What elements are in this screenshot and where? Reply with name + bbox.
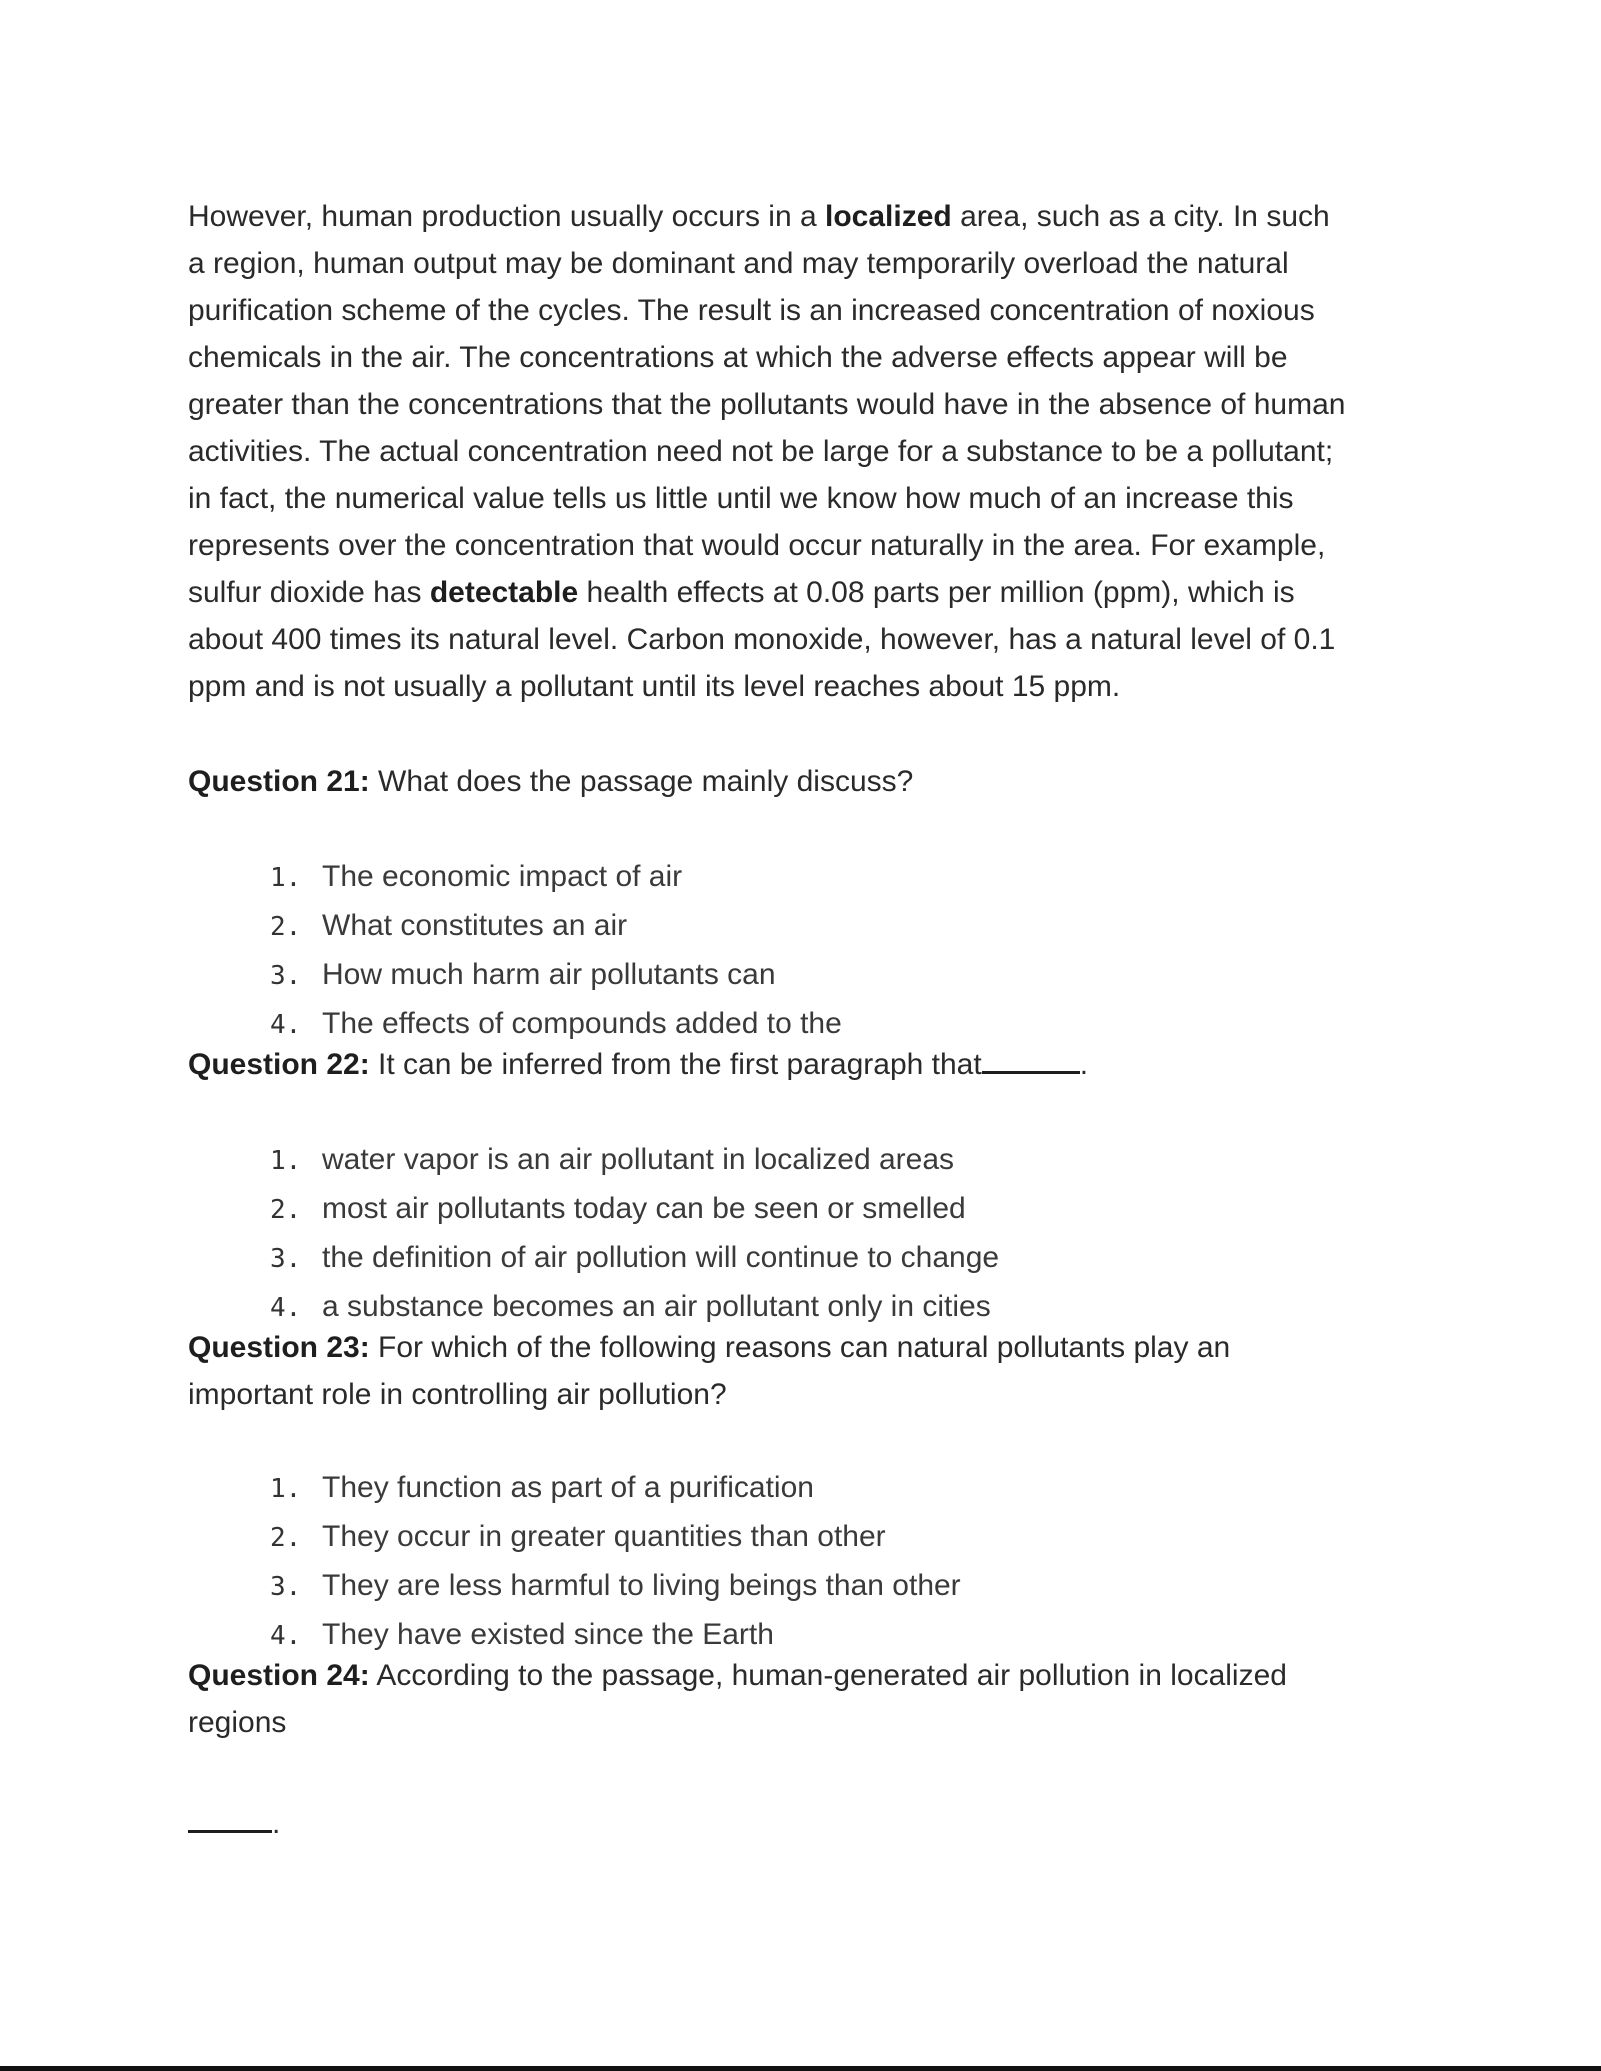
question-22-options (270, 1136, 999, 1332)
question-text: What does the passage mainly discuss? (369, 765, 914, 798)
answer-blank (982, 1047, 1080, 1074)
option-item (270, 1562, 961, 1611)
option-text: The economic impact of air (322, 860, 683, 893)
question-label: Question 22: (188, 1048, 370, 1081)
option-item (270, 1513, 961, 1562)
option-text: a substance becomes an air pollutant only in cities (322, 1290, 991, 1323)
question-24-answer-line: . (188, 1800, 280, 1847)
option-number: 2. (270, 1523, 302, 1553)
option-item (270, 1234, 999, 1283)
passage-line: greater than the concentrations that the pollutants would have in the absence of human (188, 388, 1346, 421)
passage-line: a region, human output may be dominant and may temporarily overload the natural (188, 247, 1289, 280)
passage-line: chemicals in the air. The concentrations at which the adverse effects appear will be (188, 341, 1288, 374)
option-item (270, 853, 842, 902)
passage-line: ppm and is not usually a pollutant until its level reaches about 15 ppm. (188, 670, 1121, 703)
question-21-title (188, 758, 913, 805)
question-text-continued: important role in controlling air pollution? (188, 1378, 727, 1411)
bold-term-localized: localized (825, 200, 952, 233)
option-item (270, 1464, 961, 1513)
question-23-options (270, 1464, 961, 1660)
question-label: Question 24: (188, 1659, 370, 1692)
bold-term-detectable: detectable (429, 576, 579, 609)
option-number: 2. (270, 1195, 302, 1225)
option-number: 3. (270, 1244, 302, 1274)
question-22-title: Question 22: It can be inferred from the first paragraph that . (188, 1048, 1089, 1081)
option-item (270, 902, 842, 951)
option-number: 2. (270, 912, 302, 942)
option-number: 4. (270, 1010, 302, 1040)
option-text: What constitutes an air (322, 909, 628, 942)
answer-blank (188, 1806, 272, 1833)
option-text: water vapor is an air pollutant in localized areas (322, 1143, 955, 1176)
option-item (270, 1136, 999, 1185)
option-number: 4. (270, 1293, 302, 1323)
question-text: It can be inferred from the first paragraph that (369, 1048, 982, 1081)
question-label: Question 21: (188, 765, 370, 798)
question-21-options (270, 853, 842, 1049)
passage-line: represents over the concentration that would occur naturally in the area. For example, (188, 529, 1326, 562)
passage-line: about 400 times its natural level. Carbon monoxide, however, has a natural level of 0.1 (188, 623, 1336, 656)
passage-line: in fact, the numerical value tells us little until we know how much of an increase this (188, 482, 1294, 515)
passage-line: sulfur dioxide has detectable health effects at 0.08 parts per million (ppm), which is (188, 576, 1295, 609)
question-label: Question 23: (188, 1331, 370, 1364)
page-bottom-edge (0, 2066, 1601, 2071)
reading-passage (188, 193, 1428, 710)
passage-line: activities. The actual concentration need not be large for a substance to be a pollutant; (188, 435, 1334, 468)
option-number: 1. (270, 1146, 302, 1176)
option-text: They function as part of a purification (322, 1471, 814, 1504)
passage-line: purification scheme of the cycles. The result is an increased concentration of noxious (188, 294, 1315, 327)
option-item (270, 1185, 999, 1234)
option-text: They have existed since the Earth (322, 1618, 774, 1651)
option-text: How much harm air pollutants can (322, 958, 776, 991)
option-text: They occur in greater quantities than other (322, 1520, 886, 1553)
passage-line: However, human production usually occurs in a localized area, such as a city. In such (188, 200, 1330, 233)
option-number: 3. (270, 1572, 302, 1602)
question-23-title (188, 1324, 1230, 1418)
option-item (270, 951, 842, 1000)
question-text-continued: regions (188, 1706, 287, 1739)
option-number: 1. (270, 1474, 302, 1504)
option-text: They are less harmful to living beings than other (322, 1569, 961, 1602)
option-text: most air pollutants today can be seen or smelled (322, 1192, 966, 1225)
option-number: 3. (270, 961, 302, 991)
question-text: For which of the following reasons can natural pollutants play an (369, 1331, 1231, 1364)
option-text: The effects of compounds added to the (322, 1007, 842, 1040)
question-24-title (188, 1652, 1287, 1746)
question-text: According to the passage, human-generated air pollution in localized (369, 1659, 1287, 1692)
option-number: 4. (270, 1621, 302, 1651)
option-number: 1. (270, 863, 302, 893)
option-text: the definition of air pollution will continue to change (322, 1241, 1000, 1274)
